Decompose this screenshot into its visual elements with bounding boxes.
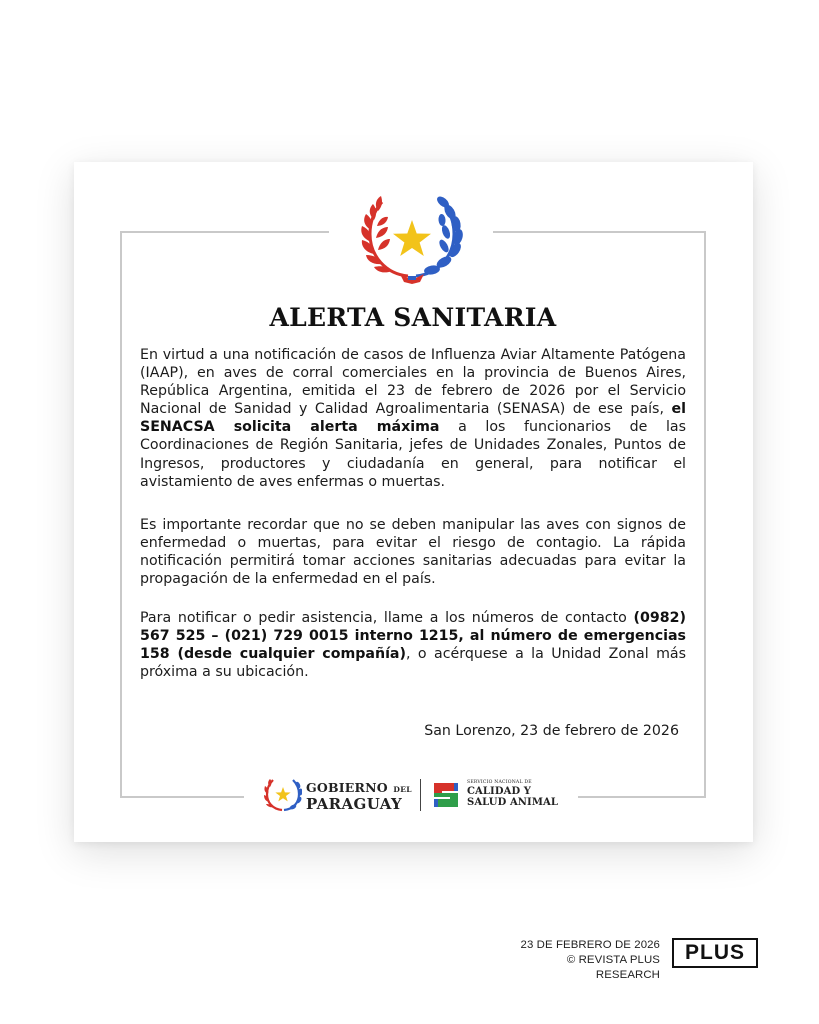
paraguay-government-emblem-icon <box>264 777 302 813</box>
alert-notice-card <box>74 162 753 842</box>
notice-title: ALERTA SANITARIA <box>269 303 557 332</box>
alert-highlight: el SENACSA solicita alerta máxima <box>140 401 686 436</box>
credit-date: 23 DE FEBRERO DE 2026 <box>520 939 660 951</box>
paraguay-national-seal-icon <box>360 190 464 286</box>
senacsa-logo-icon <box>430 779 462 811</box>
notice-paragraph-3: Para notificar o pedir asistencia, llame a los números de contacto (0982) 567 525 – (021) 729 0015 interno 1215, al número de emergencias 158 (desde cualquier compañía), o acérquese a la Unidad Zonal más próxima a su ubicación. <box>140 610 686 681</box>
plus-logo-badge: PLUS <box>672 938 758 968</box>
notice-paragraph-1: En virtud a una notificación de casos de Influenza Aviar Altamente Patógena (IAAP), en aves de corral comerciales en la provincia de Buenos Aires, República Argentina, emitida el 23 de febrero de 2026 por el Servicio Nacional de Sanidad y Calidad Agroalimentaria (SENASA) de ese país, el SENACSA solicita alerta máxima a los funcionarios de las Coordinaciones de Región Sanitaria, jefes de Unidades Zonales, Puntos de Ingresos, productores y ciudadanía en general, para notificar el avistamiento de aves enfermas o muertas. <box>140 347 686 490</box>
publication-credit <box>500 938 660 983</box>
contact-numbers: (0982) 567 525 – (021) 729 0015 interno 1215, al número de emergencias 158 (desde cualquier compañía) <box>140 610 686 663</box>
senacsa-wordmark: SERVICIO NACIONAL DE CALIDAD Y SALUD ANIMAL <box>467 780 558 808</box>
gobierno-paraguay-wordmark: GOBIERNO DEL PARAGUAY <box>306 780 412 813</box>
credit-source: © REVISTA PLUS RESEARCH <box>566 954 660 981</box>
place-and-date: San Lorenzo, 23 de febrero de 2026 <box>424 723 679 739</box>
logo-divider <box>420 779 421 811</box>
footer-logos <box>264 776 564 816</box>
notice-paragraph-2: Es importante recordar que no se deben manipular las aves con signos de enfermedad o muertas, para evitar el riesgo de contagio. La rápida notificación permitirá tomar acciones sanitarias adecuadas para evitar la propagación de la enfermedad en el país. <box>140 517 686 588</box>
